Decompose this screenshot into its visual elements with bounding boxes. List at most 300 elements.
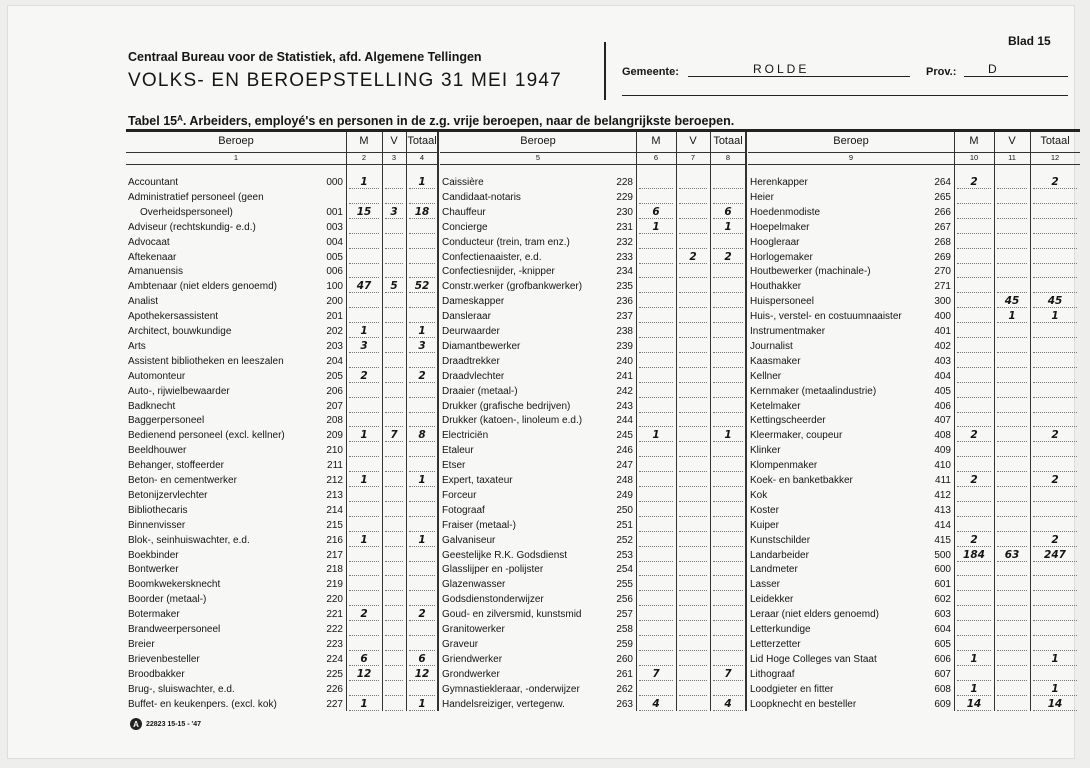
entry-line [679,426,707,427]
entry-line [679,590,707,591]
occupation-label: Klinker [750,445,781,457]
table-row [748,236,1080,250]
value-totaal: 6 [724,205,732,218]
table-row [440,370,746,384]
column-number: 5 [535,153,541,162]
occupation-code: 260 [616,653,633,665]
occupation-label: Kernmaker (metaalindustrie) [750,385,877,397]
entry-line [1033,367,1077,368]
entry-line [997,471,1027,472]
entry-line [639,531,673,532]
entry-line [409,203,435,204]
entry-line [679,680,707,681]
entry-line [713,292,743,293]
entry-line [957,456,991,457]
occupation-code: 270 [934,266,951,278]
entry-line [997,397,1027,398]
occupation-code: 223 [326,638,343,650]
entry-line [639,695,673,696]
entry-line [1033,605,1077,606]
occupation-label: Constr.werker (grofbankwerker) [442,281,583,293]
value-m: 1 [360,533,368,546]
occupation-code: 230 [616,206,633,218]
occupation-label: Letterzetter [750,638,801,650]
table-row [748,638,1080,652]
entry-line [385,352,403,353]
entry-line [409,635,435,636]
occupation-label: Lithograaf [750,668,795,680]
occupation-label: Dansleraar [442,311,491,323]
value-totaal: 3 [418,339,426,352]
occupation-code: 221 [326,609,343,621]
entry-line [957,605,991,606]
entry-line [409,575,435,576]
entry-line [1033,292,1077,293]
value-totaal: 1 [418,474,426,486]
entry-line [1033,233,1077,234]
entry-line [713,188,743,189]
value-m: 7 [652,667,660,680]
occupation-label: Behanger, stoffeerder [128,460,224,472]
table-row [748,489,1080,503]
entry-line [1033,352,1077,353]
entry-line [957,292,991,293]
entry-line [997,218,1027,219]
value-v: 1 [1008,310,1016,323]
entry-line [957,412,991,413]
table-row [126,698,438,712]
entry-line [385,382,403,383]
entry-line [997,352,1027,353]
value-m: 184 [963,548,985,561]
entry-line [957,218,991,219]
header-v: V [689,135,697,147]
entry-line [639,471,673,472]
entry-line [409,456,435,457]
occupation-code: 203 [326,340,343,352]
entry-line [997,590,1027,591]
table-row [748,474,1080,488]
table-row [748,444,1080,458]
table-row [126,429,438,443]
occupation-code: 246 [616,445,633,457]
entry-line [713,426,743,427]
entry-line [409,397,435,398]
entry-line [349,456,379,457]
entry-line [1033,337,1077,338]
entry-line [679,203,707,204]
occupation-code: 233 [616,251,633,263]
occupation-code: 248 [616,475,633,486]
value-m: 6 [652,205,660,218]
table-row [748,534,1080,548]
entry-line [957,307,991,308]
table-row [126,459,438,473]
entry-line [409,561,435,562]
occupation-label: Amanuensis [128,266,184,278]
occupation-label: Badknecht [128,400,176,412]
occupation-label: Koek- en banketbakker [750,475,853,486]
form-title: VOLKS- EN BEROEPSTELLING 31 MEI 1947 [128,70,562,91]
entry-line [409,412,435,413]
occupation-code: 231 [616,221,633,233]
occupation-code: 005 [326,251,343,263]
occupation-code: 200 [326,296,343,308]
table-row [126,519,438,533]
entry-line [1033,456,1077,457]
occupation-label: Caissière [442,177,484,188]
occupation-code: 264 [934,177,951,188]
occupation-code: 219 [326,579,343,591]
entry-line [349,397,379,398]
occupation-label: Conducteur (trein, tram enz.) [442,236,570,248]
entry-line [997,426,1027,427]
entry-line [957,322,991,323]
occupation-label: Boekbinder [128,549,179,561]
occupation-code: 257 [616,609,633,621]
table-row [126,668,438,682]
occupation-code: 259 [616,638,633,650]
table-row [748,504,1080,518]
entry-line [713,695,743,696]
occupation-code: 600 [934,564,951,576]
occupation-label: Geestelijke R.K. Godsdienst [442,549,568,561]
entry-line [1033,590,1077,591]
value-m: 1 [360,697,368,710]
occupation-code: 401 [934,326,951,337]
value-totaal: 2 [1051,533,1059,546]
entry-line [957,680,991,681]
table-row [440,549,746,563]
occupation-code: 232 [616,236,633,248]
entry-line [713,352,743,353]
entry-line [713,397,743,398]
table-row [440,325,746,339]
occupation-code: 211 [327,460,343,472]
value-m: 12 [356,667,372,680]
occupation-label: Advocaat [128,236,170,248]
census-form-sheet [8,6,1074,758]
entry-line [1033,263,1077,264]
entry-line [639,546,673,547]
occupation-label: Candidaat-notaris [442,191,521,203]
entry-line [997,382,1027,383]
occupation-code: 406 [934,400,951,412]
entry-line [713,516,743,517]
entry-line [997,516,1027,517]
entry-line [679,561,707,562]
entry-line [385,561,403,562]
value-totaal: 14 [1047,697,1063,710]
occupation-code: 402 [934,340,951,352]
entry-line [349,501,379,502]
occupation-label: Letterkundige [750,624,811,635]
entry-line [385,248,403,249]
value-v: 3 [390,205,398,218]
entry-line [679,307,707,308]
table-row [440,623,746,637]
entry-line [997,710,1027,711]
value-v: 63 [1004,548,1020,561]
occupation-label: Buffet- en keukenpers. (excl. kok) [128,698,277,710]
entry-line [1033,516,1077,517]
occupation-code: 241 [616,370,633,382]
occupation-code: 227 [326,698,343,710]
table-row [126,325,438,339]
table-title [128,114,734,128]
entry-line [349,367,379,368]
entry-line [997,263,1027,264]
column-number: 3 [391,153,397,162]
entry-line [713,471,743,472]
entry-line [639,307,673,308]
occupation-code: 244 [616,415,633,427]
entry-line [639,337,673,338]
entry-line [349,307,379,308]
table-row [748,325,1080,339]
header-beroep: Beroep [218,135,254,147]
table-row [126,489,438,503]
table-row [126,370,438,384]
column-number: 8 [725,153,731,162]
occupation-label: Auto-, rijwielbewaarder [128,385,230,397]
occupation-label: Broodbakker [128,668,185,680]
occupation-label: Forceur [442,489,477,501]
entry-line [409,307,435,308]
print-code: 22823 15-15 - '47 [146,720,201,728]
entry-line [713,635,743,636]
entry-line [997,292,1027,293]
value-totaal: 1 [1051,682,1059,695]
table-row [126,310,438,324]
table-row [748,459,1080,473]
entry-line [639,292,673,293]
print-footer [130,718,201,730]
value-totaal: 2 [418,608,426,621]
occupation-code: 243 [616,400,633,412]
occupation-code: 269 [934,251,951,263]
table-row [748,608,1080,622]
entry-line [713,665,743,666]
table-row [440,236,746,250]
table-row [440,578,746,592]
header-totaal: Totaal [713,135,743,147]
entry-line [957,426,991,427]
entry-line [349,695,379,696]
table-row [440,310,746,324]
table-row [126,534,438,548]
entry-line [385,650,403,651]
entry-line [679,292,707,293]
value-v: 45 [1004,295,1020,308]
entry-line [349,203,379,204]
entry-line [997,695,1027,696]
entry-line [679,501,707,502]
occupation-label: Electriciën [442,430,489,442]
occupation-label: Etaleur [442,445,474,457]
table-row [440,251,746,265]
occupation-code: 212 [326,475,343,486]
value-m: 2 [360,608,368,621]
entry-line [385,471,403,472]
entry-line [713,277,743,278]
entry-line [639,590,673,591]
entry-line [713,620,743,621]
table-row [440,683,746,697]
entry-line [385,695,403,696]
occupation-label: Concierge [442,221,488,233]
occupation-label: Brug-, sluiswachter, e.d. [128,683,235,695]
entry-line [385,277,403,278]
occupation-code: 220 [326,594,343,606]
occupation-label: Automonteur [128,370,186,382]
occupation-code: 609 [934,698,951,710]
entry-line [679,367,707,368]
entry-line [1033,382,1077,383]
entry-line [409,516,435,517]
table-row [440,265,746,279]
table-row [126,683,438,697]
entry-line [1033,575,1077,576]
occupation-label: Hoogleraar [750,236,800,248]
table-row [440,698,746,712]
printer-seal-icon: A [130,718,142,730]
occupation-label: Granitowerker [442,624,505,635]
entry-line [349,248,379,249]
table-row [748,549,1080,563]
entry-line [639,412,673,413]
entry-line [957,277,991,278]
occupation-code: 225 [326,668,343,680]
occupation-code: 003 [326,221,343,233]
occupation-code: 608 [934,683,951,695]
entry-line [679,471,707,472]
occupation-code: 258 [616,624,633,635]
occupation-label: Accountant [128,177,179,188]
occupation-code: 254 [616,564,633,576]
value-totaal: 12 [414,667,430,680]
value-m: 1 [652,429,660,442]
occupation-label: Binnenvisser [128,519,186,531]
occupation-code: 265 [934,191,951,203]
entry-line [679,233,707,234]
value-m: 1 [970,682,978,695]
table-row [126,340,438,354]
occupation-code: 239 [616,340,633,352]
entry-line [349,277,379,278]
table-row [126,400,438,414]
header-v: V [1008,135,1016,147]
occupation-label: Ketelmaker [750,400,801,412]
entry-line [713,337,743,338]
entry-line [385,516,403,517]
entry-line [957,203,991,204]
occupation-label: Fraiser (metaal-) [442,519,516,531]
occupation-code: 404 [934,370,951,382]
entry-line [385,680,403,681]
entry-line [713,561,743,562]
value-totaal: 1 [1051,652,1059,665]
entry-line [349,590,379,591]
entry-line [639,277,673,278]
gemeente-label: Gemeente: [622,66,679,78]
occupation-code: 217 [326,549,343,561]
value-totaal: 1 [418,325,426,337]
entry-line [385,605,403,606]
value-m: 1 [970,652,978,665]
entry-line [957,367,991,368]
entry-line [997,203,1027,204]
entry-line [679,441,707,442]
entry-line [997,337,1027,338]
occupation-label: Bontwerker [128,564,179,576]
table-row [440,608,746,622]
entry-line [679,620,707,621]
table-row [126,385,438,399]
table-row [440,221,746,235]
value-m: 14 [966,697,982,710]
value-totaal: 18 [414,205,430,218]
occupation-code: 001 [326,206,343,218]
entry-line [957,516,991,517]
table-row [440,459,746,473]
table-row [748,191,1080,205]
occupation-code: 000 [326,177,343,188]
table-row [748,340,1080,354]
entry-line [713,575,743,576]
occupation-label: Deurwaarder [442,326,500,337]
occupation-label: Horlogemaker [750,251,813,263]
value-totaal: 7 [724,667,732,680]
entry-line [997,441,1027,442]
entry-line [639,188,673,189]
occupation-code: 411 [935,475,951,486]
value-totaal: 2 [418,369,426,382]
entry-line [997,680,1027,681]
table-row [126,355,438,369]
table-row [748,414,1080,428]
table-row [440,355,746,369]
table-row [126,221,438,235]
table-row [440,593,746,607]
entry-line [385,426,403,427]
occupation-code: 228 [616,177,633,188]
occupation-label: Brievenbesteller [128,653,200,665]
occupation-code: 237 [616,311,633,323]
occupation-label: Loopknecht en besteller [750,698,857,710]
occupation-code: 409 [934,445,951,457]
entry-line [409,471,435,472]
value-totaal: 52 [414,280,430,293]
entry-line [409,263,435,264]
occupation-label: Kleermaker, coupeur [750,430,843,442]
entry-line [639,486,673,487]
entry-line [997,650,1027,651]
value-m: 4 [652,697,660,710]
occupation-code: 234 [616,266,633,278]
table-row [748,683,1080,697]
occupation-label: Journalist [750,340,793,352]
occupation-label: Botermaker [128,609,180,621]
table-row [126,176,438,190]
value-m: 3 [360,339,368,352]
entry-line [1033,620,1077,621]
table-row [440,474,746,488]
occupation-code: 602 [934,594,951,606]
value-m: 2 [970,533,978,546]
entry-line [997,531,1027,532]
occupation-code: 400 [934,311,951,323]
